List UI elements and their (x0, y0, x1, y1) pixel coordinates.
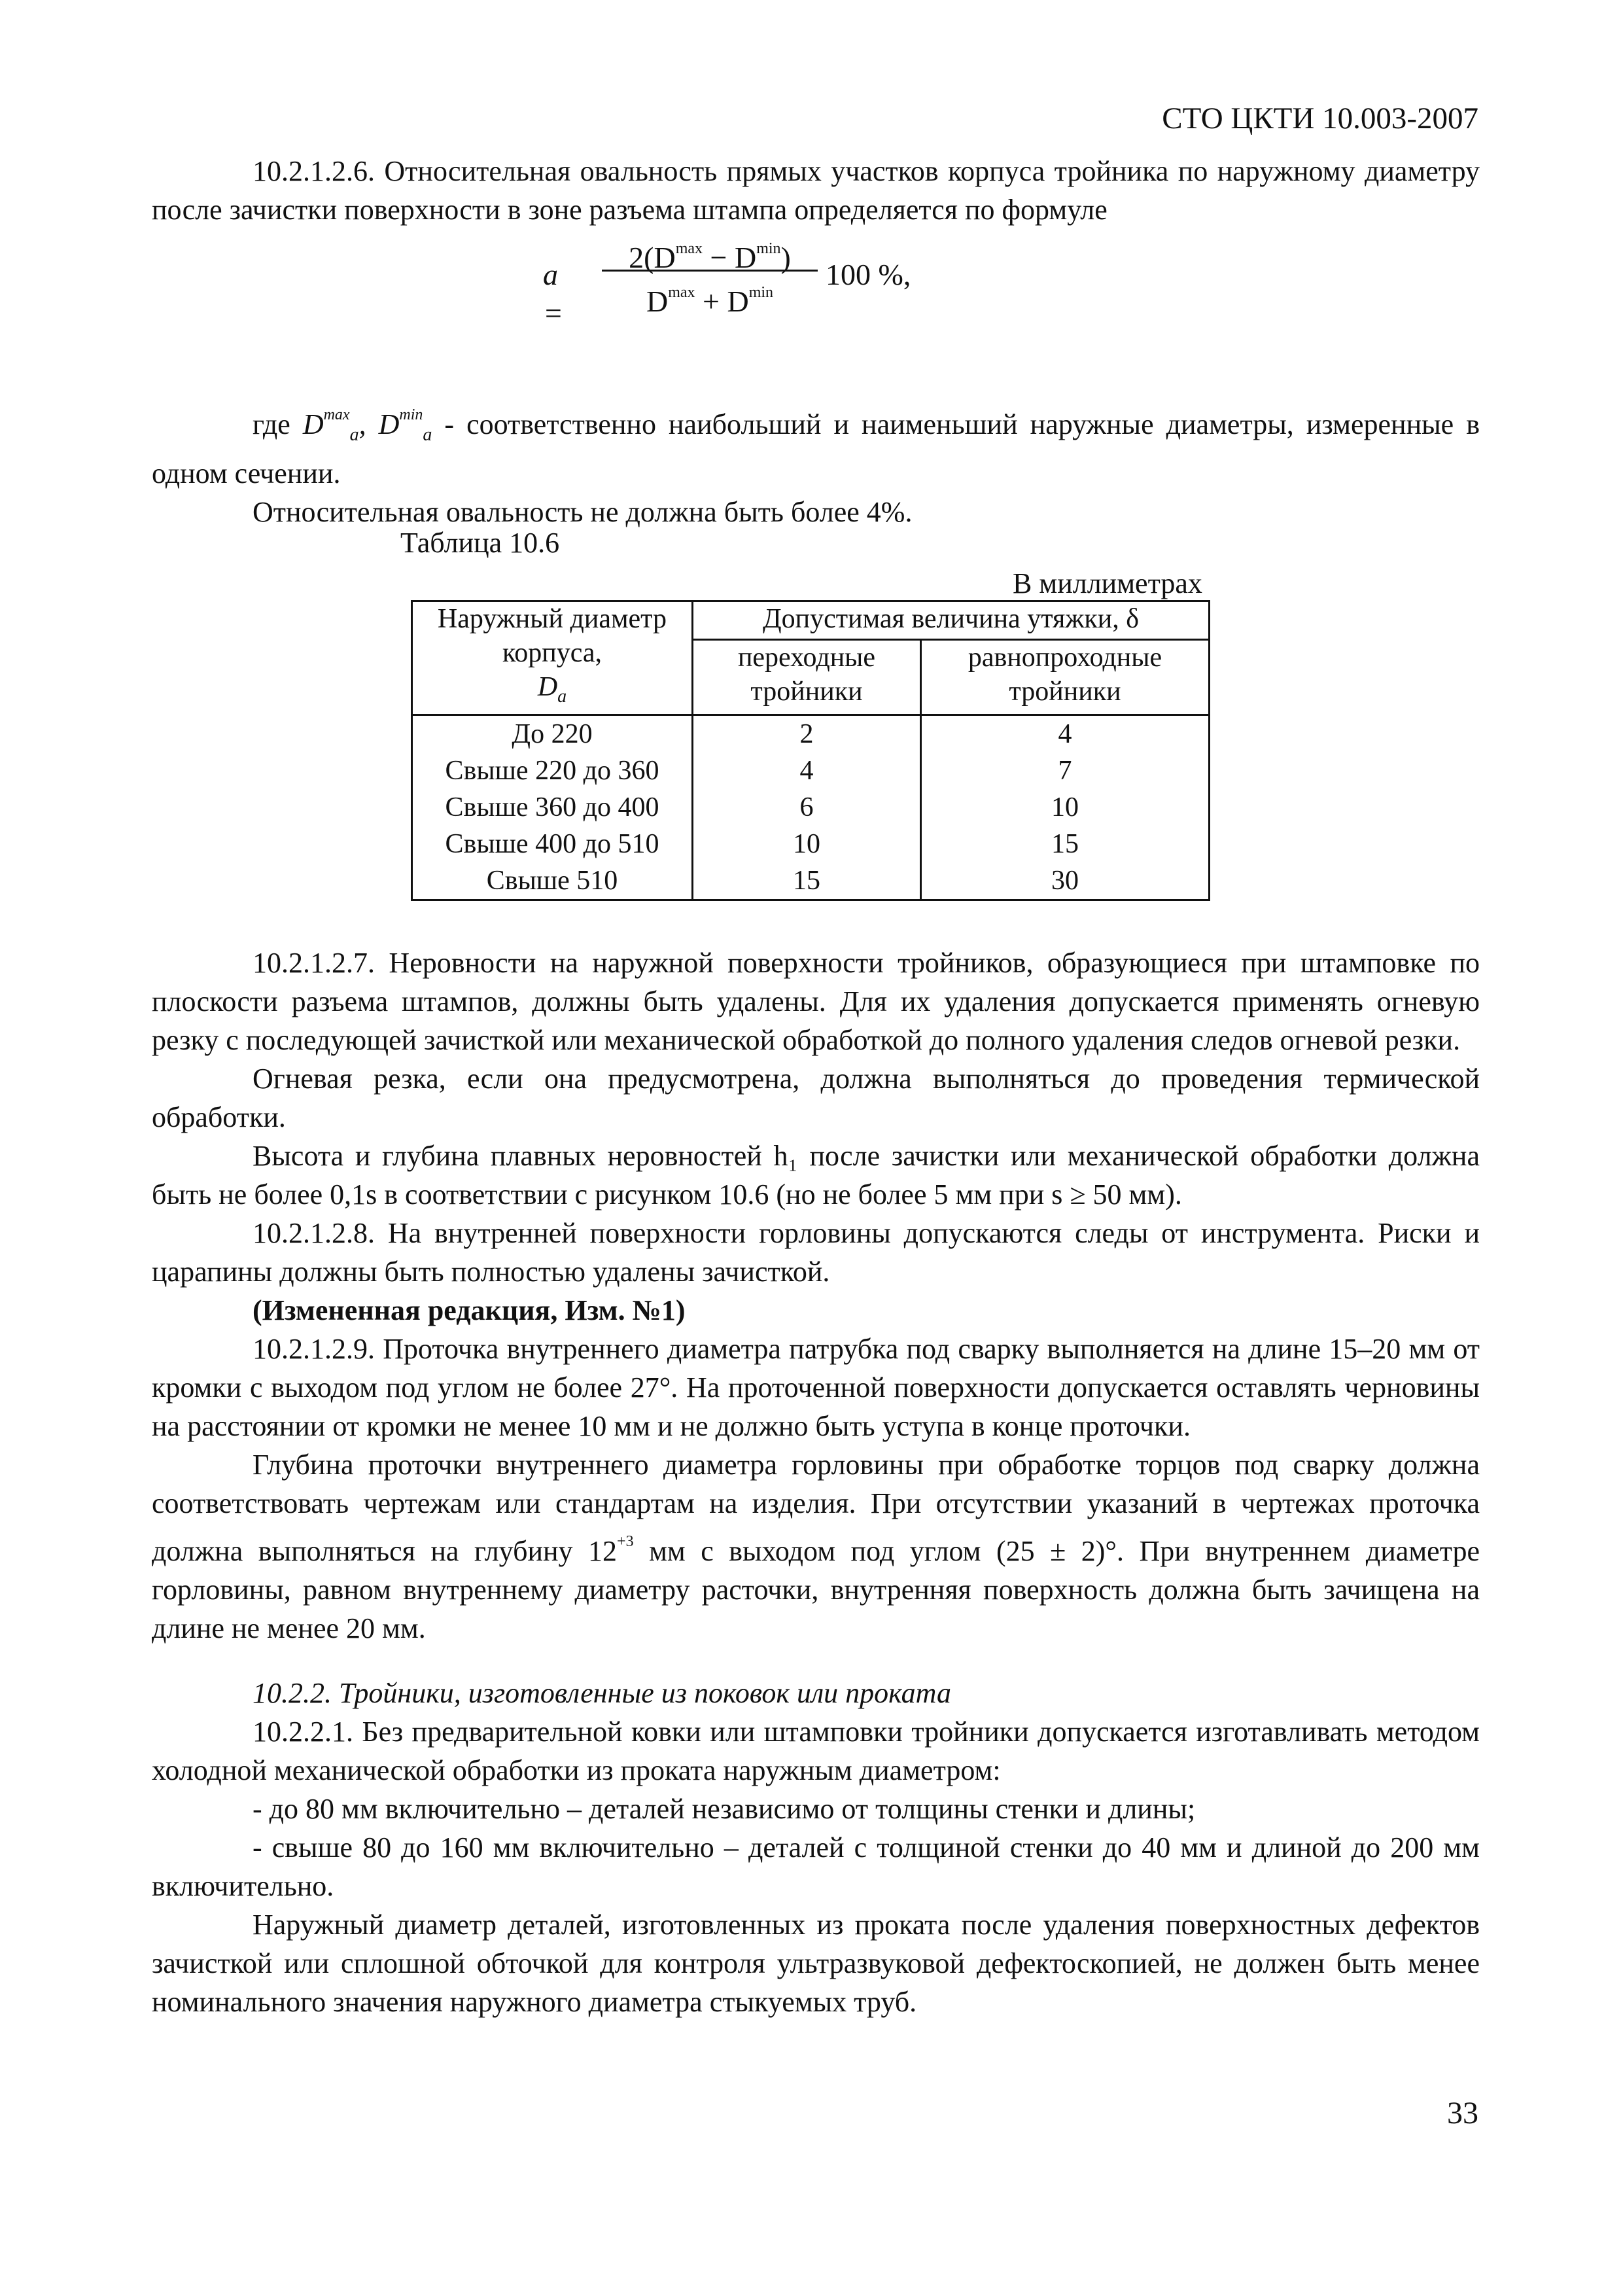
header-allowed-thinning: Допустимая величина утяжки, δ (693, 601, 1210, 640)
table-row: Свыше 510 15 30 (412, 862, 1210, 900)
section-title: 10.2.2. Тройники, изготовленные из поковок или проката (253, 1677, 951, 1709)
paragraph-10-2-1-2-7: 10.2.1.2.7. Неровности на наружной поверхности тройников, образующиеся при штамповке по плоскости разъема штампов, должны быть удалены. Для их удаления допускается применять огневую резку с последующей зачисткой или механической обработкой до полного удаления следов огневой резки. (152, 947, 1480, 1056)
paragraph-10-2-1-2-6: 10.2.1.2.6. Относительная овальность прямых участков корпуса тройника по наружному диаметру после зачистки поверхности в зоне разъема штампа определяется по формуле (152, 155, 1480, 226)
table-10-6 (411, 600, 1210, 901)
header-outer-diameter: Наружный диаметр корпуса, $D_a$ (412, 601, 693, 715)
paragraph-roughness: Высота и глубина плавных неровностей h₁ после зачистки или механической обработки должна быть не более 0,1s в соответствии с рисунком 10.6 (но не более 5 мм при s ≥ 50 мм). (152, 1140, 1480, 1210)
paragraph-where: где $D^{max}_a$, $D^{min}_a$ - соответственно наибольший и наименьший наружные диаметры, измеренные в одном сечении. Относительная овальность не должна быть более 4%. (152, 406, 1480, 528)
formula-denominator: $D^{max} + D^{min}$ (646, 284, 774, 318)
paragraph-flame-cutting: Огневая резка, если она предусмотрена, должна выполняться до проведения термической обработки. (152, 1063, 1480, 1133)
table-row: Свыше 400 до 510 10 15 (412, 826, 1210, 862)
document-code: СТО ЦКТИ 10.003-2007 (1162, 101, 1478, 135)
paragraph-10-2-1-2-9: 10.2.1.2.9. Проточка внутреннего диаметра патрубка под сварку выполняется на длине 15–20 мм от кромки с выходом под углом не более 27°. На проточенной поверхности допускается оставлять черновины на расстоянии от кромки не менее 10 мм и не должно быть уступа в конце проточки. (152, 1333, 1480, 1442)
main-text (152, 944, 1480, 2021)
table-row: Свыше 220 до 360 4 7 (412, 752, 1210, 789)
header-equal-tees: равнопроходные тройники (921, 640, 1210, 715)
paragraph-groove-depth: Глубина проточки внутреннего диаметра горловины при обработке торцов под сварку должна соответствовать чертежам или стандартам на изделия. При отсутствии указаний в чертежах проточка должна выполняться на глубину $12^{+3}$ мм с выходом под углом (25 ± 2)°. При внутреннем диаметре горловины, равном внутреннему диаметру расточки, внутренняя поверхность должна быть зачищена на длине не менее 20 мм. (152, 1449, 1480, 1644)
table-units: В миллиметрах (1013, 567, 1202, 599)
formula-lhs: a = (543, 258, 564, 330)
table-row: Свыше 360 до 400 6 10 (412, 789, 1210, 826)
paragraph-10-2-2-1: 10.2.2.1. Без предварительной ковки или штамповки тройники допускается изготавливать методом холодной механической обработки из проката наружным диаметром: (152, 1716, 1480, 1786)
table-caption: Таблица 10.6 (400, 527, 560, 559)
page-number: 33 (1447, 2096, 1478, 2130)
list-item: - свыше 80 до 160 мм включительно – деталей с толщиной стенки до 40 мм и длиной до 200 мм включительно. (152, 1831, 1480, 1902)
formula-fraction (602, 230, 818, 318)
header-reducing-tees: переходные тройники (693, 640, 921, 715)
table-row: До 220 2 4 (412, 715, 1210, 753)
paragraph-outer-diameter: Наружный диаметр деталей, изготовленных из проката после удаления поверхностных дефектов зачисткой или сплошной обточкой для контроля ультразвуковой дефектоскопией, не должен быть менее номинального значения наружного диаметра стыкуемых труб. (152, 1909, 1480, 2018)
amendment-note: (Измененная редакция, Изм. №1) (253, 1294, 686, 1326)
list-item: - до 80 мм включительно – деталей независимо от толщины стенки и длины; (253, 1793, 1196, 1825)
formula-tail: 100 %, (826, 258, 911, 291)
paragraph-10-2-1-2-8: 10.2.1.2.8. На внутренней поверхности горловины допускаются следы от инструмента. Риски и царапины должны быть полностью удалены зачисткой. (152, 1217, 1480, 1288)
formula-numerator: $2(D^{max} - D^{min})$ (629, 240, 791, 274)
